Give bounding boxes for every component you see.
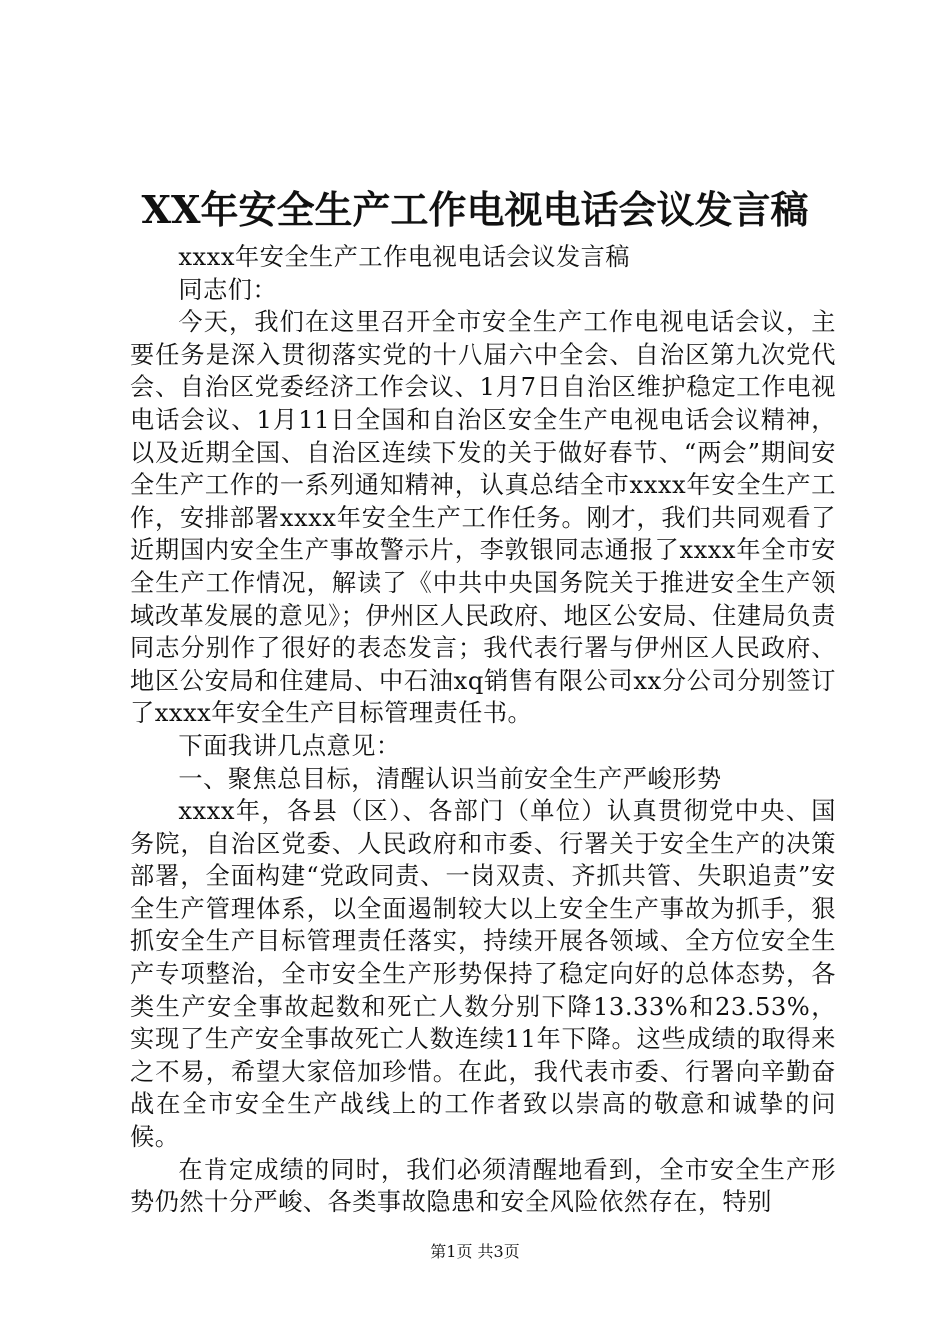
page-footer: 第1页 共3页 [430,1242,520,1261]
paragraph-intro: 今天，我们在这里召开全市安全生产工作电视电话会议，主要任务是深入贯彻落实党的十八届六中全会、自治区第九次党代会、自治区党委经济工作会议、1月7日自治区维护稳定工作电视电话会议、1月11日全国和自治区安全生产电视电话会议精神，以及近期全国、自治区连续下发的关于做好春节、“两会”期间安全生产工作的一系列通知精神，认真总结全市xxxx年安全生产工作，安排部署xxxx年安全生产工作任务。刚才，我们共同观看了近期国内安全生产事故警示片，李敦银同志通报了xxxx年全市安全生产工作情况，解读了《中共中央国务院关于推进安全生产领域改革发展的意见》；伊州区人民政府、地区公安局、住建局负责同志分别作了很好的表态发言；我代表行署与伊州区人民政府、地区公安局和住建局、中石油xq销售有限公司xx分公司分别签订了xxxx年安全生产目标管理责任书。 [130,308,836,728]
section-heading-1: 一、聚焦总目标，清醒认识当前安全生产严峻形势 [178,764,722,793]
paragraph-transition: 下面我讲几点意见： [178,731,401,760]
paragraph-subtitle: xxxx年安全生产工作电视电话会议发言稿 [178,243,630,271]
paragraph-achievements: xxxx年，各县（区）、各部门（单位）认真贯彻党中央、国务院，自治区党委、人民政府和市委、行署关于安全生产的决策部署，全面构建“党政同责、一岗双责、齐抓共管、失职追责”安全生产管理体系，以全面遏制较大以上安全生产事故为抓手，狠抓安全生产目标管理责任落实，持续开展各领域、全方位安全生产专项整治，全市安全生产形势保持了稳定向好的总体态势，各类生产安全事故起数和死亡人数分别下降13.33%和23.53%，实现了生产安全事故死亡人数连续11年下降。这些成绩的取得来之不易，希望大家倍加珍惜。在此，我代表市委、行署向辛勤奋战在全市安全生产战线上的工作者致以崇高的敬意和诚挚的问候。 [130,797,836,1152]
document-title: XX年安全生产工作电视电话会议发言稿 [141,187,809,232]
paragraph-situation: 在肯定成绩的同时，我们必须清醒地看到，全市安全生产形势仍然十分严峻、各类事故隐患和安全风险依然存在，特别 [130,1155,836,1217]
document-body [130,241,836,1219]
paragraph-salutation: 同志们： [178,275,278,304]
